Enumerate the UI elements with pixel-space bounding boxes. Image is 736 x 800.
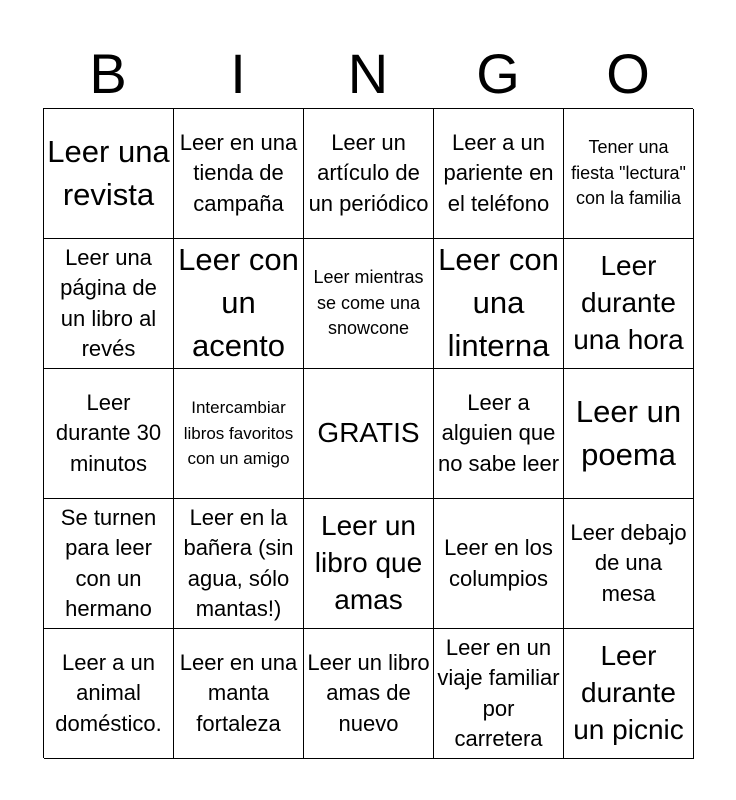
- bingo-cell-r1-c1[interactable]: [44, 109, 174, 239]
- cell-text: Leer un artículo de un periódico: [308, 129, 429, 216]
- bingo-header: [43, 40, 693, 108]
- cell-text: Leer durante una hora: [573, 250, 684, 355]
- bingo-cell-r1-c2[interactable]: [174, 109, 304, 239]
- bingo-cell-r3-c2[interactable]: [174, 369, 304, 499]
- cell-text: Leer un libro amas de nuevo: [307, 649, 430, 736]
- cell-text: Se turnen para leer con un hermano: [60, 504, 157, 621]
- cell-text: Leer una página de un libro al revés: [60, 244, 157, 361]
- header-letter-n: N: [347, 42, 389, 105]
- cell-text: Leer en la bañera (sin agua, sólo mantas!): [183, 504, 294, 621]
- bingo-cell-r2-c3[interactable]: [304, 239, 434, 369]
- bingo-cell-r2-c2[interactable]: [174, 239, 304, 369]
- cell-text: Leer en una tienda de campaña: [179, 129, 298, 216]
- cell-text: Leer un libro que amas: [314, 510, 423, 615]
- cell-text: Leer un poema: [575, 393, 682, 472]
- bingo-cell-r2-c4[interactable]: [434, 239, 564, 369]
- bingo-cell-r1-c4[interactable]: [434, 109, 564, 239]
- cell-text: Leer mientras se come una snowcone: [313, 267, 424, 339]
- bingo-cell-r3-c1[interactable]: [44, 369, 174, 499]
- bingo-cell-r2-c1[interactable]: [44, 239, 174, 369]
- cell-text: Tener una fiesta "lectura" con la familia: [571, 137, 686, 209]
- bingo-cell-r5-c1[interactable]: [44, 629, 174, 759]
- bingo-cell-r2-c5[interactable]: [564, 239, 694, 369]
- cell-text: Leer a un pariente en el teléfono: [443, 129, 554, 216]
- free-space-text: GRATIS: [317, 417, 420, 449]
- bingo-cell-r4-c3[interactable]: [304, 499, 434, 629]
- cell-text: Leer a alguien que no sabe leer: [437, 389, 560, 476]
- bingo-board: [43, 108, 693, 758]
- bingo-cell-r4-c2[interactable]: [174, 499, 304, 629]
- cell-text: Leer con una linterna: [438, 242, 559, 363]
- bingo-cell-free[interactable]: [304, 369, 434, 499]
- cell-text: Leer en un viaje familiar por carretera: [437, 634, 560, 751]
- bingo-cell-r4-c4[interactable]: [434, 499, 564, 629]
- header-letter-g: G: [476, 42, 520, 105]
- bingo-cell-r4-c5[interactable]: [564, 499, 694, 629]
- bingo-cell-r3-c4[interactable]: [434, 369, 564, 499]
- cell-text: Leer con un acento: [178, 242, 299, 363]
- bingo-cell-r5-c5[interactable]: [564, 629, 694, 759]
- bingo-cell-r1-c5[interactable]: [564, 109, 694, 239]
- header-letter-o: O: [606, 42, 650, 105]
- cell-text: Leer una revista: [47, 133, 170, 212]
- cell-text: Leer en los columpios: [444, 535, 553, 591]
- cell-text: Leer debajo de una mesa: [570, 519, 687, 606]
- bingo-cell-r5-c2[interactable]: [174, 629, 304, 759]
- bingo-cell-r5-c3[interactable]: [304, 629, 434, 759]
- header-letter-b: B: [89, 42, 127, 105]
- bingo-cell-r3-c5[interactable]: [564, 369, 694, 499]
- cell-text: Leer durante 30 minutos: [55, 389, 162, 476]
- cell-text: Leer durante un picnic: [573, 640, 684, 745]
- cell-text: Intercambiar libros favoritos con un amigo: [183, 398, 294, 469]
- bingo-cell-r1-c3[interactable]: [304, 109, 434, 239]
- header-letter-i: I: [230, 42, 246, 105]
- bingo-cell-r5-c4[interactable]: [434, 629, 564, 759]
- bingo-cell-r4-c1[interactable]: [44, 499, 174, 629]
- cell-text: Leer a un animal doméstico.: [55, 649, 162, 736]
- cell-text: Leer en una manta fortaleza: [179, 649, 298, 736]
